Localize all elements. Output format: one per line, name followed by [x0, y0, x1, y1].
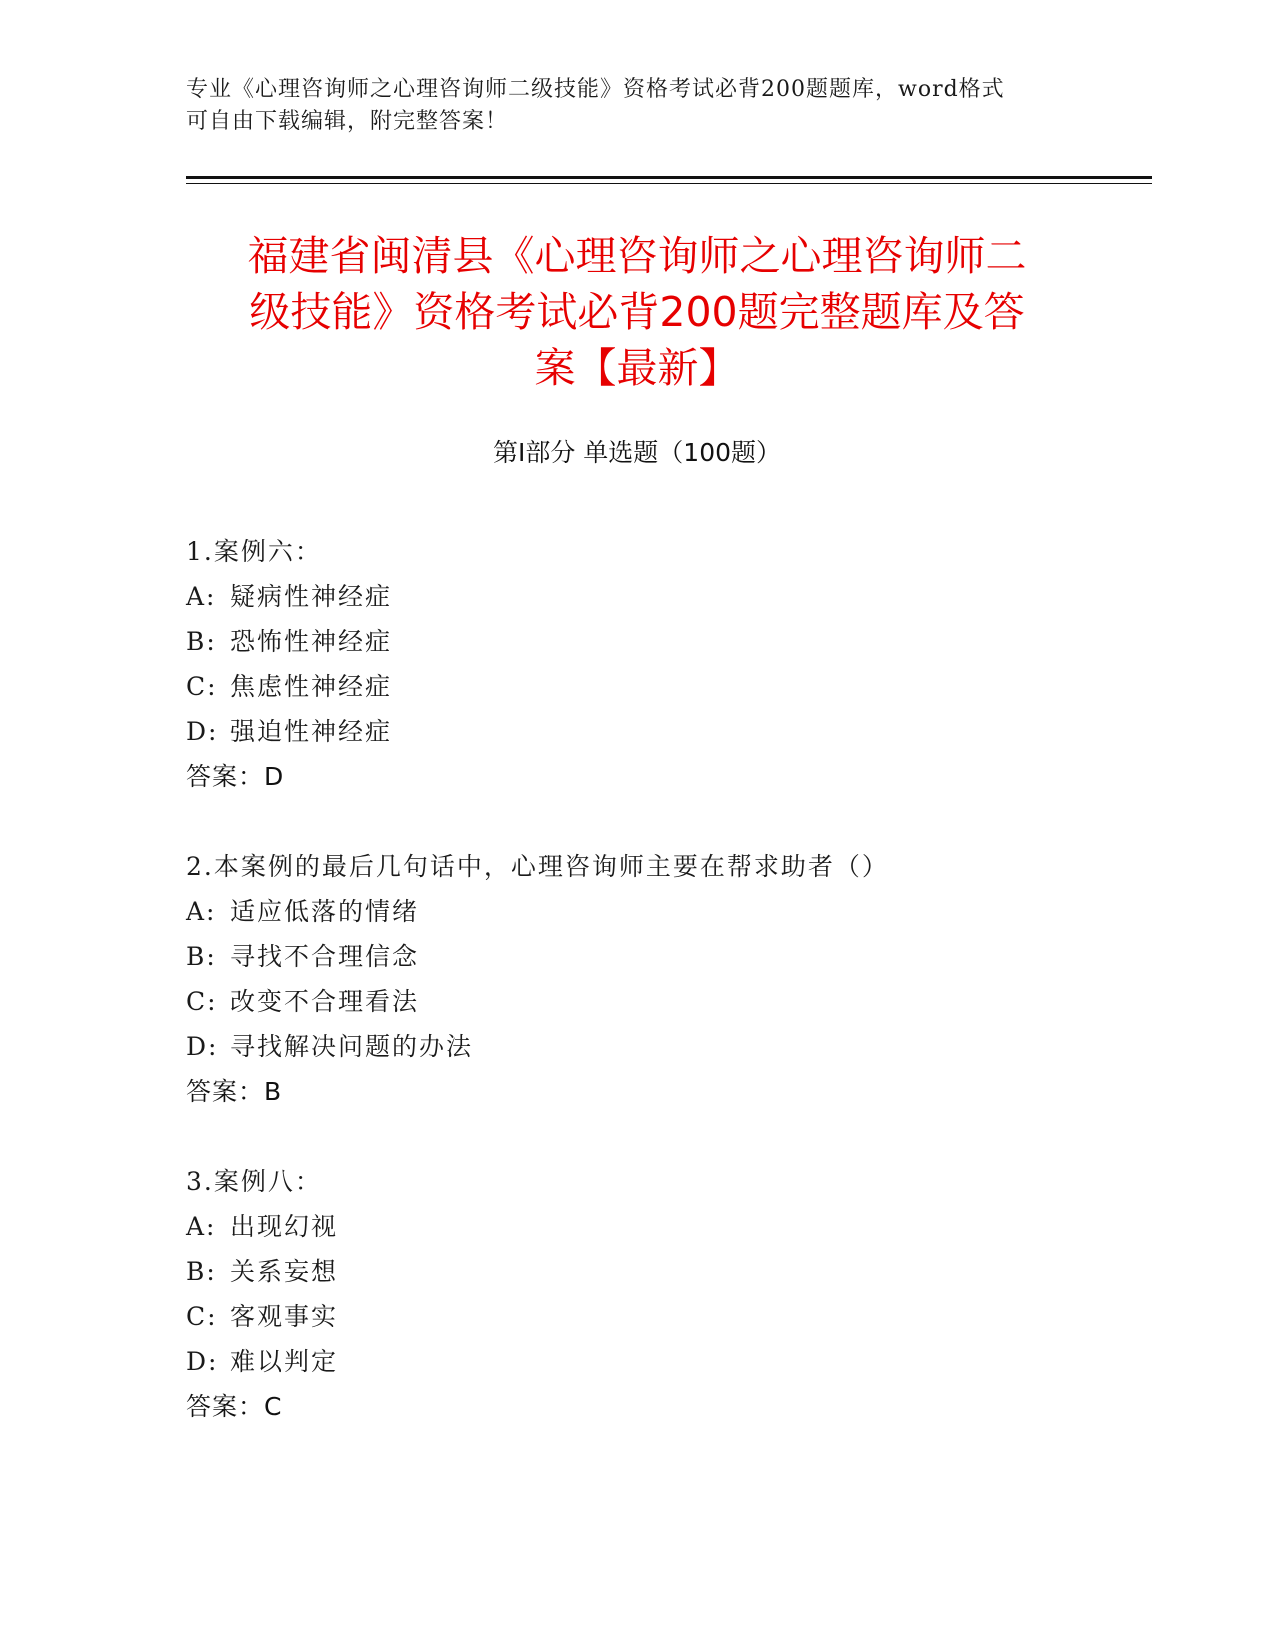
answer-line: 答案：B [186, 1077, 283, 1106]
option-label: D: [186, 717, 219, 746]
option-label: A: [186, 582, 217, 611]
option-label: C: [186, 1302, 218, 1331]
option-label: B: [186, 627, 217, 656]
option-d [186, 709, 1086, 754]
option-text: 适应低落的情绪 [230, 897, 420, 926]
option-b [186, 934, 1086, 979]
option-b [186, 619, 1086, 664]
document-title-line-3: 案【最新】 [534, 344, 740, 392]
option-text: 疑病性神经症 [230, 582, 393, 611]
header-rule-thin [186, 183, 1152, 184]
option-label: D: [186, 1347, 219, 1376]
option-text: 恐怖性神经症 [230, 627, 393, 656]
option-text: 寻找不合理信念 [230, 942, 420, 971]
option-label: C: [186, 987, 218, 1016]
header-note-line-1: 专业《心理咨询师之心理咨询师二级技能》资格考试必背200题题库，word格式 [186, 77, 1005, 102]
document-title-line-1: 福建省闽清县《心理咨询师之心理咨询师二 [247, 232, 1027, 280]
option-label: B: [186, 1257, 217, 1286]
answer-line: 答案：D [186, 762, 285, 791]
document-title-line-2: 级技能》资格考试必背200题完整题库及答 [249, 288, 1025, 336]
question-2 [186, 844, 1086, 1114]
option-c [186, 664, 1086, 709]
header-note [186, 74, 1066, 138]
option-text: 难以判定 [230, 1347, 339, 1376]
answer-line: 答案：C [186, 1392, 283, 1421]
option-d [186, 1339, 1086, 1384]
header-rule-thick [186, 176, 1152, 179]
option-c [186, 1294, 1086, 1339]
option-b [186, 1249, 1086, 1294]
question-stem: 3.案例八： [186, 1167, 322, 1196]
option-text: 改变不合理看法 [230, 987, 420, 1016]
question-stem: 1.案例六： [186, 537, 322, 566]
option-label: C: [186, 672, 218, 701]
option-a [186, 889, 1086, 934]
document-title [186, 228, 1088, 396]
option-a [186, 1204, 1086, 1249]
option-c [186, 979, 1086, 1024]
option-label: B: [186, 942, 217, 971]
option-text: 焦虑性神经症 [230, 672, 393, 701]
section-title: 第Ⅰ部分 单选题（100题） [492, 438, 782, 467]
question-stem: 2.本案例的最后几句话中，心理咨询师主要在帮求助者（） [186, 852, 889, 881]
header-note-line-2: 可自由下载编辑，附完整答案！ [186, 109, 509, 134]
option-label: A: [186, 897, 217, 926]
option-a [186, 574, 1086, 619]
option-text: 强迫性神经症 [230, 717, 393, 746]
option-label: A: [186, 1212, 217, 1241]
option-d [186, 1024, 1086, 1069]
option-text: 客观事实 [230, 1302, 339, 1331]
option-label: D: [186, 1032, 219, 1061]
question-3 [186, 1159, 1086, 1429]
option-text: 出现幻视 [230, 1212, 339, 1241]
option-text: 寻找解决问题的办法 [230, 1032, 474, 1061]
question-list [186, 529, 1086, 1474]
question-1 [186, 529, 1086, 799]
option-text: 关系妄想 [230, 1257, 339, 1286]
